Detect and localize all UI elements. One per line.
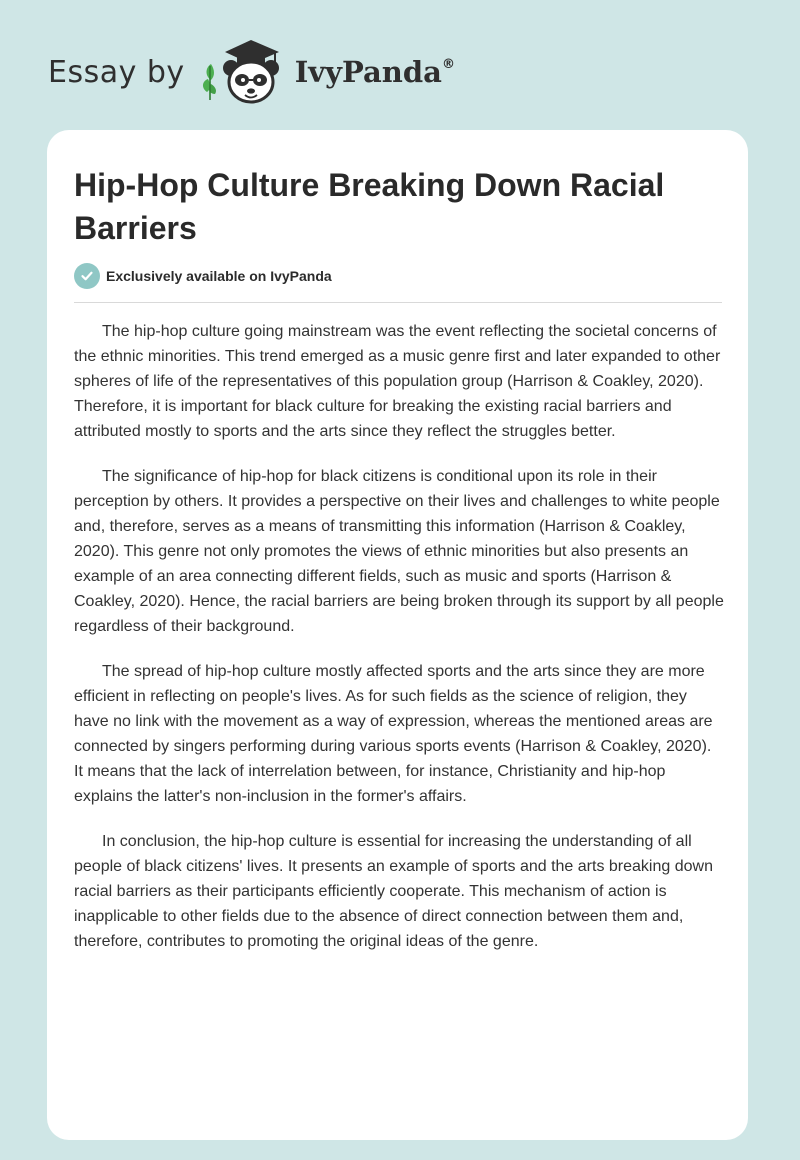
brand-name[interactable]: IvyPanda® <box>294 55 455 89</box>
paragraph: The significance of hip-hop for black citizens is conditional upon its role in their perception by others. It provides a perspective on their lives and challenges to white people and, therefore, serves as a means of transmitting this information (Harrison & Coakley, 2020). This genre not only promotes the views of ethnic minorities but also presents an example of an area connecting different fields, such as music and sports (Harrison & Coakley, 2020). Hence, the racial barriers are being broken through its support by all people regardless of their background. <box>74 468 724 635</box>
essay-card <box>47 130 748 1140</box>
paragraph: The hip-hop culture going mainstream was the event reflecting the societal concerns of the ethnic minorities. This trend emerged as a music genre first and later expanded to other spheres of life of the representatives of this population group (Harrison & Coakley, 2020). Therefore, it is important for black culture for breaking the existing racial barriers and attributed mostly to sports and the arts since they reflect the struggles better. <box>74 323 721 440</box>
divider <box>74 302 722 303</box>
paragraph: In conclusion, the hip-hop culture is essential for increasing the understanding of all people of black citizens' lives. It presents an example of sports and the arts breaking down racial barriers as their participants efficiently cooperate. This mechanism of action is inapplicable to other fields due to the absence of direct connection between them and, therefore, contributes to promoting the original ideas of the genre. <box>74 833 713 950</box>
leaf-icon <box>203 64 216 100</box>
badge-label: Exclusively available on IvyPanda <box>106 268 332 284</box>
essay-by-label: Essay by <box>48 54 185 90</box>
essay-body <box>74 319 724 974</box>
page-title: Hip-Hop Culture Breaking Down Racial Barriers <box>74 167 665 246</box>
check-circle-icon <box>74 263 100 289</box>
site-header <box>48 36 455 108</box>
panda-graduate-logo-icon[interactable] <box>199 36 291 108</box>
paragraph: The spread of hip-hop culture mostly affected sports and the arts since they are more efficient in reflecting on people's lives. As for such fields as the science of religion, they have no link with the movement as a way of expression, whereas the mentioned areas are connected by singers performing during various sports events (Harrison & Coakley, 2020). It means that the lack of interrelation between, for instance, Christianity and hip-hop explains the latter's non-inclusion in the former's affairs. <box>74 663 713 805</box>
registered-mark: ® <box>441 57 455 72</box>
exclusive-badge <box>74 263 332 289</box>
